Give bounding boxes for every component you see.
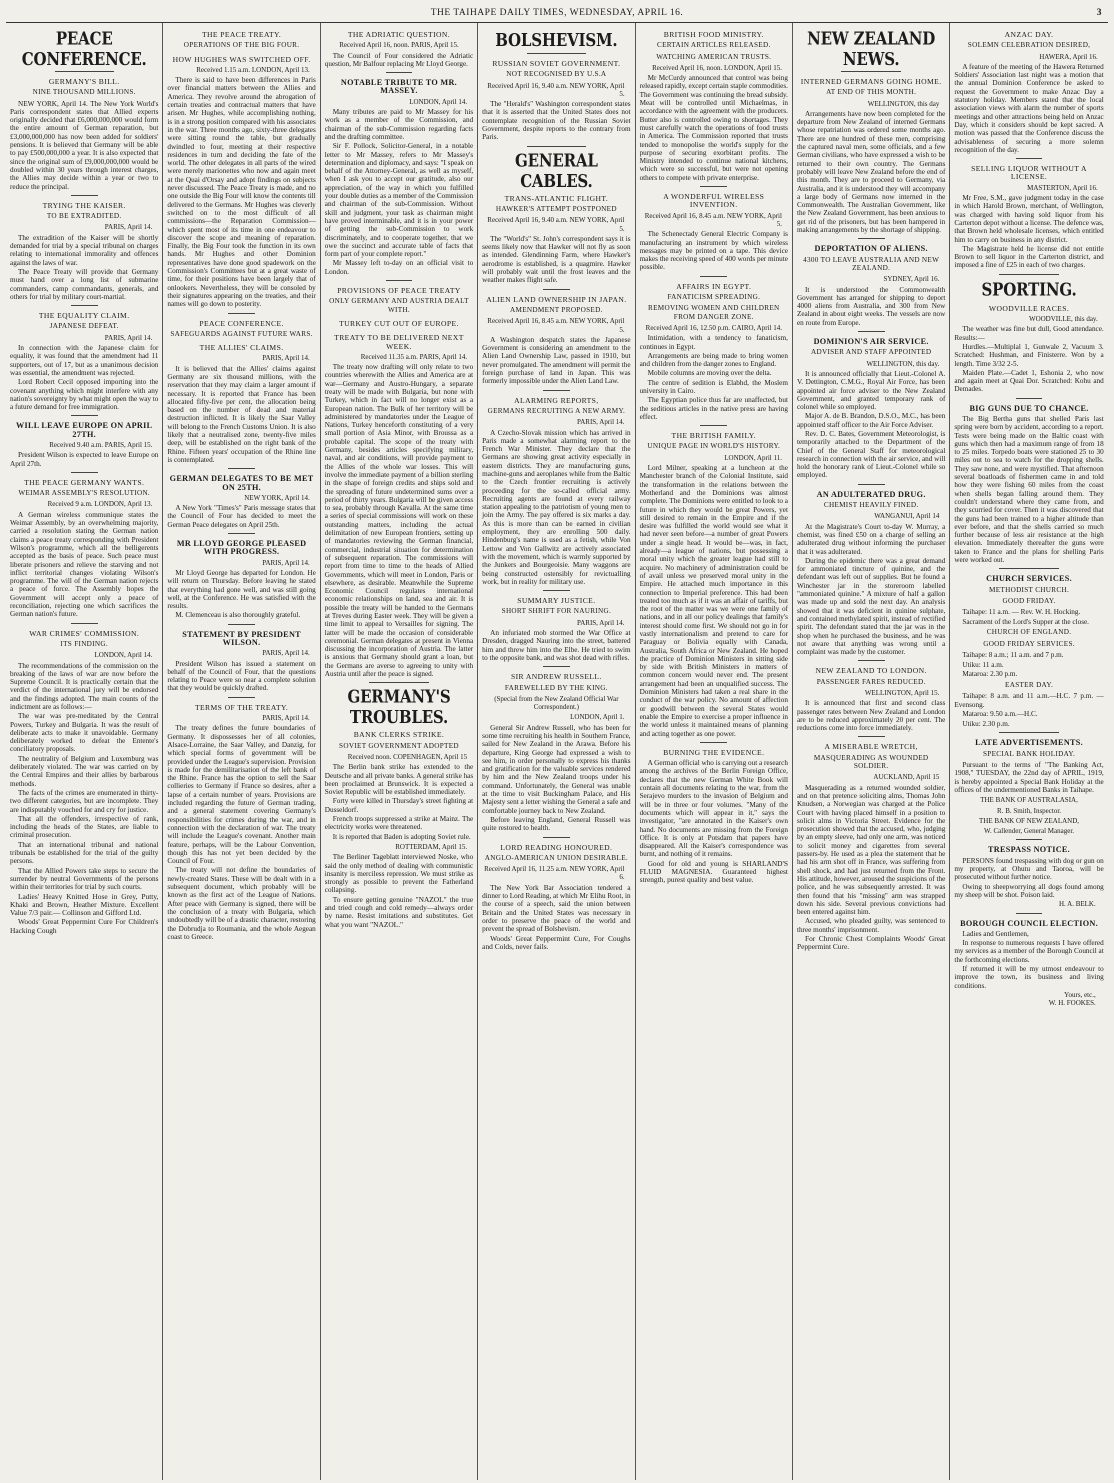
dateline: MASTERTON, April 16. bbox=[1027, 183, 1098, 192]
dateline: ROTTERDAM, April 15. bbox=[395, 842, 468, 851]
dateline: Received April 16, noon. PARIS, April 15. bbox=[339, 41, 459, 50]
article-headline: TRESPASS NOTICE. bbox=[988, 845, 1071, 855]
service-line: Taihape: 11 a.m. — Rev. W. H. Hocking. bbox=[962, 608, 1081, 617]
article-headline: TREATY TO BE DELIVERED NEXT WEEK. bbox=[334, 333, 464, 351]
article-headline: THE PEACE GERMANY WANTS. bbox=[24, 477, 145, 487]
article-subhead: GOOD FRIDAY. bbox=[1002, 596, 1056, 605]
article-text: Intimidation, with a tendency to fanaticism, continues in Egypt. bbox=[639, 334, 788, 351]
article-text: The Berlin bank strike has extended to the Deutsche and all private banks. A general strike has been proclaimed at Brunswick. It is expected a Soviet Republic will be established immediately. bbox=[324, 763, 474, 797]
article-text: A Czecho-Slovak mission which has arrived in Paris made a somewhat alarming report to the French War Minister. They declare that the Germans are showing great activity especially in eastern districts. They are manufacturing guns, machine-guns and aeroplanes while from the Baltic to the Czech frontier recruiting is actively proceeding for the so-called official army. Recruiting agents are found at every railway station appealing to the patriotism of young men to join the Army. The pay offered is six marks a day. As this is more than can be earned in civilian employment, they are enrolling 500 daily. Hindenburg's name is used as a fetish, while Von Lettow and Von Gallwitz are actively associated with the movement, which is warmly supported by the Junkers and Bourgeoisie. Many waggons are being constructed ostensibly for revictualling work, but in reality for military use. bbox=[482, 428, 631, 586]
article-note: (Special from the New Zealand Official War Correspondent.) bbox=[494, 694, 619, 712]
article-headline: A WONDERFUL WIRELESS INVENTION. bbox=[663, 192, 765, 210]
article-subhead: UNIQUE PAGE IN WORLD'S HISTORY. bbox=[647, 442, 781, 451]
article-subhead: AT END OF THIS MONTH. bbox=[826, 88, 917, 97]
advertisement: Woods' Great Peppermint Cure For Children's Hacking Cough bbox=[10, 917, 159, 935]
article-text: General Sir Andrew Russell, who has been for some time recruiting his health in Southern France, sailed for New Zealand in the Arawa. Before his departure, King George had expressed a wish to see him, in order personally to express his thanks and gratification for the valuable services rendered by him and the New Zealand troops under his command. Unfortunately, the General was unable at the time to visit Buckingham Palace, and His Majesty sent a letter wishing the General a safe and comfortable journey back to New Zealand. bbox=[482, 723, 631, 815]
section-title: GERMANY'S TROUBLES. bbox=[347, 686, 451, 729]
article-subhead: WATCHING AMERICAN TRUSTS. bbox=[656, 52, 772, 61]
article-text: In connection with the Japanese claim for equality, it was found that the amendment had 11 supporters, out of 17, but as a unanimous decision was essential, the amendment was rejected. bbox=[10, 344, 159, 377]
article-subhead: FANATICISM SPREADING. bbox=[667, 293, 761, 302]
article-text: The war was pre-meditated by the Central Powers, Turkey and Bulgaria. It was the result of deliberate acts to make it unavoidable. Germany deliberately worked to defeat the Entente's conciliatory proposals. bbox=[10, 712, 159, 754]
dateline: WOODVILLE, this day. bbox=[1028, 315, 1098, 324]
article-text: The "Herald's" Washington correspondent states that it is asserted that the United States does not contemplate recognition of the Russian Soviet Government, despite reports to the contrary from Paris. bbox=[482, 100, 631, 142]
article-subhead: CHURCH OF ENGLAND. bbox=[986, 628, 1072, 637]
service-line: Sacrament of the Lord's Supper at the close. bbox=[962, 617, 1089, 626]
article-headline: ALIEN LAND OWNERSHIP IN JAPAN. bbox=[486, 294, 627, 304]
article-headline: THE ADRIATIC QUESTION. bbox=[347, 30, 451, 39]
dateline: WANGANUI, April 14 bbox=[874, 512, 940, 521]
article-text: Accused, who pleaded guilty, was sentenced to three months' imprisonment. bbox=[796, 917, 946, 934]
column-3 bbox=[321, 23, 478, 1480]
article-headline: NOTABLE TRIBUTE TO MR. MASSEY. bbox=[340, 78, 458, 96]
article-text: Mr Free, S.M., gave judgment today in the case in which Harold Brown, merchant, of Wellington, was charged with having sold liquor from his Carterton depot without a license. The defence was, that Brown held wholesale licenses, which entitled him to carry on business in any district. bbox=[954, 194, 1104, 244]
article-text: A feature of the meeting of the Hawera Returned Soldiers' Association last night was a motion that the annual Dominion Conference be asked to request the Government to make Anzac Day a statutory holiday. Members stated that the local association views with alarm the number of sports meetings and other attractions being held on Anzac Day, which it considers should be kept sacred. A motion was passed that the Conference discuss the advisableness of securing a more solemn recognition of the day. bbox=[954, 62, 1104, 154]
article-text: Major A. de B. Brandon, D.S.O., M.C., has been appointed staff officer to the Air Force Adviser. bbox=[796, 412, 946, 429]
article-text: Lord Robert Cecil opposed importing into the covenant anything which might interfere with any nation's sovereignty by what might open the way to a future demand for free immigration. bbox=[10, 378, 159, 412]
article-text: Owing to sheepworrying all dogs found among my sheep will be shot. Poison laid. bbox=[954, 882, 1104, 899]
advertisement: Woods' Great Peppermint Cure, For Coughs and Colds, never fails. bbox=[482, 933, 631, 951]
article-headline: ALARMING REPORTS, bbox=[514, 395, 599, 405]
section-title: LATE ADVERTISEMENTS. bbox=[975, 738, 1083, 748]
signature-line: THE BANK OF AUSTRALASIA, bbox=[980, 796, 1078, 805]
article-headline: A MISERABLE WRETCH, bbox=[824, 742, 918, 752]
article-text: An infuriated mob stormed the War Office at Dresden, dragged Nauring into the street, battered him and threw him into the Elbe. He tried to swim to the opposite bank, and was shot dead with rifles. bbox=[482, 629, 631, 662]
article-text: NEW YORK, April 14. The New York World's Paris correspondent states that Allied experts originally decided that £6,000,000,000 would form the entire amount of German reparation, but £3,000,000,000 has now been added for soldiers' pensions. It is believed that Germany will be able to pay £500,000,000 a year. It is also expected that since the original sum of £9,000,000,000 would be doubled within 30 years through interest charges, the Allies may decide within a year or two to reduce the principal. bbox=[10, 99, 159, 191]
dateline: Received 9.40 a.m. PARIS, April 15. bbox=[49, 440, 153, 449]
article-subhead: FAREWELLED BY THE KING. bbox=[504, 683, 608, 692]
article-headline: PEACE CONFERENCE. bbox=[199, 318, 284, 328]
article-headline: AFFAIRS IN EGYPT. bbox=[676, 281, 752, 291]
article-text: The Peace Treaty will provide that Germany must hand over a long list of submarine commanders, camp commandants, generals, and others for trial by military court-martial. bbox=[10, 267, 159, 301]
article-text: Sir F. Pollock, Solicitor-General, in a notable letter to Mr Massey, refers to Mr Massey's determination and diplomacy, and says: "I speak on behalf of the Attorney-General, as well as myself, when I ask you to accept our gratitude, also our appreciation, of the way in which you fulfilled your double duties as a member of the Commission and chairman of the sub-Commission. Without skill and judgment, your task as chairman might have proved interminable, and it is in your power of getting the sub-Commission to work discriminately, and to cooperate together, that we owe the succinct and accurate table of facts that form part of your complete report." bbox=[324, 142, 474, 259]
article-headline: STATEMENT BY PRESIDENT WILSON. bbox=[182, 629, 301, 647]
article-headline: BRITISH FOOD MINISTRY. bbox=[663, 30, 764, 39]
dateline: PARIS, April 14. bbox=[262, 558, 310, 567]
article-text: It is believed that the Allies' claims against Germany are six thousand millions, with the reservation that they may claim a larger amount if necessary. It is reported that France has been allocated fifty-five per cent, the allocation being based on the number of dead and material destruction inflicted. It is likely the Saar Valley will belong to the French Customs Union. It is also likely that a neutralised zone, twenty-five miles deep, will be established on the right bank of the Rhine. Fifteen years' occupation of the Rhine line is contemplated. bbox=[167, 364, 316, 464]
dateline: LONDON, April 1. bbox=[570, 713, 625, 722]
article-subhead: ITS FINDING. bbox=[60, 639, 108, 648]
article-headline: TRANS-ATLANTIC FLIGHT. bbox=[504, 193, 609, 203]
article-subhead: MASQUERADING AS WOUNDED SOLDIER. bbox=[813, 753, 929, 771]
article-text: The "World's" St. John's correspondent says it is seems likely now that Hawker will not fly as soon as intended. Glendinning Farm, where Hawker's aerodrome is established, is a quagmire. Hawker will probably wait until the frost leaves and the weather makes flight safe. bbox=[482, 234, 631, 285]
article-text: The treaty defines the future boundaries of Germany. It dispossesses her of all colonies, Alsace-Lorraine, the Saar Valley, and Danzig, for which special forms of government will be provided under the League's supervision. Provision is made for the demilitarisation of the left bank of the Rhine. France has the option to sell the Saar collieries to Germany if France so desires, after a lapse of a certain number of years. Provisions are included regarding the future of German trading, and a general statement covering Germany's responsibilities for crimes during the war, and in connection with the declaration of war. The treaty will include the League's covenant. Another main feature, perhaps, will be the Labour Convention, though this has not yet been decided by the Council of Four. bbox=[167, 724, 316, 866]
article-headline: SUMMARY JUSTICE. bbox=[517, 596, 596, 606]
article-text: The New York Bar Association tendered a dinner to Lord Reading, at which Mr Elihu Root, in the course of a speech, said the union between Britain and the United States was necessary in order to preserve the peace of the world and prevent the spread of Bolshevism. bbox=[482, 883, 631, 934]
article-headline: GERMAN DELEGATES TO BE MET ON 25TH. bbox=[169, 474, 314, 492]
article-text: It is announced that first and second class passenger rates between New Zealand and London are to be reduced approximately 20 per cent. The reductions come into force immediately. bbox=[796, 699, 946, 733]
advertisement: To ensure getting genuine "NAZOL" the true and tried cough and cold remedy—always order by name. Resist imitations and substitutes. Get what you want "NAZOL." bbox=[324, 894, 474, 929]
article-headline: ANZAC DAY. bbox=[1004, 30, 1054, 39]
article-subhead: AMENDMENT PROPOSED. bbox=[510, 305, 603, 314]
article-headline: TRYING THE KAISER. bbox=[42, 200, 126, 210]
article-text: The Council of Four considered the Adriatic question, Mr Balfour replacing Mr Lloyd George. bbox=[324, 51, 474, 68]
article-text: President Wilson has issued a statement on behalf of the Council of Four, that the questions relating to Peace were so near a complete solution that they would be quickly drafted. bbox=[167, 659, 316, 693]
article-subhead: JAPANESE DEFEAT. bbox=[49, 322, 119, 331]
article-text: The Berliner Tageblatt interviewed Noske, who said the only method of dealing with communistic insanity is merciless repression. We must strike as strongly as possible to prevent the Fatherland collapsing. bbox=[324, 853, 474, 895]
article-subhead: SHORT SHRIFT FOR NAURING. bbox=[501, 607, 612, 616]
dateline: Received 11.35 a.m. PARIS, April 14. bbox=[360, 352, 468, 361]
article-text: It is reported that Baden is adopting Soviet rule. bbox=[332, 832, 471, 841]
article-headline: WAR CRIMES' COMMISSION. bbox=[29, 628, 140, 638]
service-line: Taihape: 8 a.m.; 11 a.m. and 7 p.m. bbox=[962, 651, 1064, 659]
article-headline: INTERNED GERMANS GOING HOME. bbox=[800, 77, 942, 86]
dateline: WELLINGTON, April 15. bbox=[864, 689, 940, 697]
article-subhead: 4300 TO LEAVE AUSTRALIA AND NEW ZEALAND. bbox=[803, 255, 940, 272]
article-text: The treaty will not define the boundaries of newly-created States. These will be dealt with in a subsequent document, which probably will be known as the first act of the League of Nations. After peace with Germany is signed, there will be the conclusion of a treaty with Bulgaria, which undoubtedly will be of a drastic character, restoring the Dobrudja to Roumania, and the whole Aegean coast to Greece. bbox=[167, 866, 316, 941]
section-title: BOLSHEVISM. bbox=[495, 29, 618, 51]
column-2 bbox=[163, 23, 320, 1480]
article-headline: DOMINION'S AIR SERVICE. bbox=[813, 337, 929, 347]
article-text: The Big Bertha guns that shelled Paris last spring were born by accident, according to a report. Tests were being made on the Baltic coast with guns which then had a maximum range of from 18 to 25 miles. Torpedo boats were stationed 25 to 30 miles out to sea to watch for the dropping shells. They saw none, and were mystified. That afternoon several boatloads of fishermen came in and told how they were fishing 60 miles from the coast when shells began falling around them. They couldn't understand where they came from, and they scurried for cover. Then it was discovered that the guns had been trained to a higher altitude than ever before, and that the shells carried so much further because of less air resistance at the high elevation. Immediately thereafter the guns were taken to France and the plans for shelling Paris were worked out. bbox=[954, 414, 1104, 565]
advertisement: Good for old and young is SHARLAND'S FLUID MAGNESIA. Guaranteed highest strength, purest quality and best value. bbox=[639, 858, 788, 885]
column-6 bbox=[793, 23, 950, 1480]
article-headline: DEPORTATION OF ALIENS. bbox=[814, 244, 928, 254]
dateline: PARIS, April 14. bbox=[576, 618, 625, 627]
dateline: Received April 16, 8.45 a.m. NEW YORK, April 5. bbox=[644, 211, 782, 228]
article-subhead: NOT RECOGNISED BY U.S.A bbox=[506, 70, 607, 79]
article-subhead: ADVISER AND STAFF APPOINTED bbox=[810, 348, 932, 357]
dateline: LONDON, April 11. bbox=[724, 453, 782, 462]
article-text: It is understood the Commonwealth Government has arranged for shipping to deport 4000 aliens from Australia, and 300 from New Zealand in about eight weeks. The vessels are now en route from Europe. bbox=[796, 285, 946, 327]
article-headline: MR LLOYD GEORGE PLEASED WITH PROGRESS. bbox=[176, 539, 307, 557]
dateline: PARIS, April 14. bbox=[104, 333, 153, 342]
section-title: SPORTING. bbox=[981, 279, 1077, 301]
article-text: Ladies and Gentlemen, bbox=[962, 929, 1029, 938]
article-headline: THE EQUALITY CLAIM. bbox=[38, 311, 130, 321]
columns bbox=[6, 23, 1108, 1480]
dateline: HAWERA, April 16. bbox=[1039, 52, 1098, 61]
dateline: Received April 16, 9.40 a.m. NEW YORK, April 5. bbox=[487, 81, 625, 98]
advertisement: For Chronic Chest Complaints Woods' Great Peppermint Cure. bbox=[796, 934, 946, 952]
article-text: Hurdles.—Multiplal 1, Gunwale 2, Vacuum 3. Scratched: Hushman, and Finisterre. Won by a length. Time 3/32 2-5. bbox=[954, 342, 1104, 368]
article-headline: TERMS OF THE TREATY. bbox=[194, 702, 289, 712]
article-text: Arrangements are being made to bring women and children from the danger zones to England. bbox=[639, 351, 788, 369]
article-headline: BOROUGH COUNCIL ELECTION. bbox=[960, 918, 1098, 928]
dateline: AUCKLAND, April 15 bbox=[873, 773, 940, 782]
article-text: The centre of sedition is Elabhd, the Moslem university in Cairo. bbox=[639, 378, 788, 395]
article-text: Forty were killed in Thursday's street fighting at Dusseldorf. bbox=[324, 797, 474, 814]
article-text: If returned it will be my utmost endeavour to improve the town, its business and living conditions. bbox=[954, 964, 1104, 990]
article-headline: PROVISIONS OF PEACE TREATY bbox=[337, 286, 461, 296]
dateline: PARIS, April 14. bbox=[104, 223, 153, 232]
article-subhead: CHEMIST HEAVILY FINED. bbox=[823, 501, 919, 510]
article-headline: RUSSIAN SOVIET GOVERNMENT. bbox=[492, 59, 621, 68]
dateline: PARIS, April 14. bbox=[576, 418, 625, 427]
article-text: A German official who is carrying out a research among the archives of the Berlin Foreign Office, declares that the new German White Book will contain all documents relating to the war, from the Serajevo murders to the invasion of Belgium and will be in three or four volumes. "Many of the documents which will appear in it," says the investigator, "are annotated in the Kaiser's own hand. No documents are missing from the Foreign Office. It is only at Potsdam that papers have disappeared. All the Kaiser's correspondence was burnt, and nothing of it remains. bbox=[639, 759, 788, 859]
dateline: WELLINGTON, this day bbox=[867, 99, 940, 108]
section-title: GENERAL CABLES. bbox=[515, 149, 598, 192]
article-subhead: ONLY GERMANY AND AUSTRIA DEALT WITH. bbox=[329, 297, 469, 314]
article-text: The Egyptian police thus far are unaffected, but the seditious articles in the native press are having effect. bbox=[639, 396, 788, 421]
article-subhead: GOOD FRIDAY SERVICES. bbox=[983, 639, 1075, 648]
article-text: A Washington despatch states the Japanese Government is considering an amendment to the Alien Land Ownership Law, passed in 1910, but never promulgated. The amendment will permit the foreign purchase of land in Japan. This was formerly impossible under the Alien Land Law. bbox=[482, 335, 631, 386]
article-headline: WILL LEAVE EUROPE ON APRIL 27TH. bbox=[15, 421, 153, 439]
article-text: M. Clemenceau is also thoroughly grateful. bbox=[175, 611, 301, 620]
article-text: That all the offenders, irrespective of rank, including the heads of the States, are liable to criminal prosecution. bbox=[10, 814, 159, 840]
article-text: Rev. D. C. Bates, Government Meteorologist, is temporarily attached to the Department of the Chief of the General Staff for meteorological research in connection with the air service, and will hold the honorary rank of Lieut.-Colonel while so employed. bbox=[796, 429, 946, 480]
article-headline: TURKEY CUT OUT OF EUROPE. bbox=[339, 318, 459, 328]
article-text: The recommendations of the commission on the breaking of the laws of war are now before the Supreme Council. It is practically certain that the verdict of the international jury will be endorsed and the findings adopted. The main counts of the indictment are as follows:— bbox=[10, 661, 159, 711]
dateline: Received noon. COPENHAGEN, April 15 bbox=[347, 752, 468, 761]
dateline: PARIS, April 14. bbox=[262, 649, 310, 658]
article-headline: HOW HUGHES WAS SWITCHED OFF. bbox=[172, 54, 311, 64]
service-line: Utiku: 2.30 p.m. bbox=[962, 719, 1010, 728]
article-text: Mr Massey left to-day on an official visit to London. bbox=[324, 259, 474, 276]
article-text: PERSONS found trespassing with dog or gun on my property, at Ohutu and Taoroa, will be prosecuted without further notice. bbox=[954, 856, 1104, 882]
dateline: Received April 16, 11.25 a.m. NEW YORK, April 6. bbox=[484, 865, 625, 882]
article-text: Pursuant to the terms of "The Banking Act, 1908," TUESDAY, the 22nd day of APRIL, 1919, is hereby appointed a Special Bank Holiday at the offices of the undermentioned Banks in Taihape. bbox=[954, 761, 1104, 794]
service-line: Utiku: 11 a.m. bbox=[962, 660, 1004, 669]
article-subhead: EASTER DAY. bbox=[1005, 680, 1054, 689]
dateline: PARIS, April 14. bbox=[262, 714, 310, 723]
article-subhead: GERMANS RECRUITING A NEW ARMY. bbox=[487, 406, 626, 415]
dateline: Received April 16, 8.45 a.m. NEW YORK, April 5. bbox=[487, 317, 625, 334]
service-line: Taihape: 8 a.m. and 11 a.m.—H.C. 7 p.m. — Evensong. bbox=[954, 692, 1104, 709]
service-line: Mataroa: 2.30 p.m. bbox=[962, 670, 1018, 679]
article-subhead: WEIMAR ASSEMBLY'S RESOLUTION. bbox=[18, 489, 151, 498]
dateline: Received April 16, 12.50 p.m. CAIRO, April 14. bbox=[645, 323, 782, 332]
article-text: The neutrality of Belgium and Luxemburg was deliberately violated. The war was carried on by the Central Empires and their allies by barbarous methods. bbox=[10, 754, 159, 788]
article-subhead: SAFEGUARDS AGAINST FUTURE WARS. bbox=[170, 329, 313, 338]
article-text: Before leaving England, General Russell was quite restored to health. bbox=[482, 815, 631, 833]
signature-line: THE BANK OF NEW ZEALAND, bbox=[979, 816, 1080, 825]
article-subhead: TO BE EXTRADITED. bbox=[46, 212, 122, 221]
article-headline: BIG GUNS DUE TO CHANCE. bbox=[969, 403, 1089, 413]
article-subhead: HAWKER'S ATTEMPT POSTPONED bbox=[495, 204, 617, 213]
article-subhead: NINE THOUSAND MILLIONS. bbox=[32, 88, 136, 97]
article-text: The Magistrate held he license did not entitle Brown to sell liquor in the Carterton district, and imposed a fine of £25 in each of two charges. bbox=[954, 244, 1104, 270]
article-headline: NEW ZEALAND TO LONDON. bbox=[815, 666, 927, 676]
signature: H. A. BELK. bbox=[1058, 900, 1096, 909]
article-subhead: OPERATIONS OF THE BIG FOUR. bbox=[183, 41, 300, 50]
article-headline: AN ADULTERATED DRUG. bbox=[816, 489, 926, 499]
article-text: Many tributes are paid to Mr Massey for his work as a member of the Commission, and chairman of the sub-Commission regarding facts and the drafting committee. bbox=[324, 108, 474, 141]
article-subhead: SOVIET GOVERNMENT ADOPTED bbox=[339, 741, 459, 750]
signature: W. H. FOOKES. bbox=[1048, 999, 1096, 1008]
article-subhead: SPECIAL BANK HOLIDAY. bbox=[982, 749, 1076, 758]
dateline: Received 9 a.m. LONDON, April 13. bbox=[47, 500, 153, 509]
article-headline: WOODVILLE RACES. bbox=[988, 303, 1070, 313]
article-text: That the Allied Powers take steps to secure the surrender by neutral Governments of the persons within their territories for trial by such courts. bbox=[10, 866, 159, 892]
masthead bbox=[6, 4, 1108, 23]
column-1 bbox=[6, 23, 163, 1480]
dateline: WELLINGTON, this day. bbox=[866, 359, 940, 368]
article-subhead: METHODIST CHURCH. bbox=[989, 585, 1070, 594]
article-text: French troops suppressed a strike at Mainz. The electricity works were threatened. bbox=[324, 815, 474, 832]
article-headline: THE ALLIES' CLAIMS. bbox=[199, 343, 284, 353]
article-headline: LORD READING HONOURED. bbox=[500, 842, 613, 852]
article-headline: SIR ANDREW RUSSELL. bbox=[510, 672, 602, 682]
dateline: LONDON, April 14. bbox=[94, 651, 153, 660]
service-line: Mataroa: 9.50 a.m.—H.C. bbox=[962, 710, 1038, 719]
article-headline: BANK CLERKS STRIKE. bbox=[353, 730, 445, 740]
dateline: NEW YORK, April 14. bbox=[244, 493, 310, 502]
article-headline: GERMANY'S BILL. bbox=[48, 77, 120, 86]
article-headline: SELLING LIQUOR WITHOUT A LICENSE. bbox=[971, 164, 1087, 182]
article-text: President Wilson is expected to leave Europe on April 27th. bbox=[10, 451, 159, 468]
section-title: PEACE CONFERENCE. bbox=[21, 28, 147, 70]
article-text: In response to numerous requests I have offered my services as a member of the Borough Council at the forthcoming elections. bbox=[954, 939, 1104, 964]
article-text: A New York "Times's" Paris message states that the Council of Four has decided to meet the German Peace delegates on April 25th. bbox=[167, 504, 316, 529]
article-headline: BURNING THE EVIDENCE. bbox=[663, 747, 765, 757]
article-text: Maiden Plate.—Cadet 1, Eshonia 2, who now and again meet at Quai Dor. Scratched: Kohu and Demades. bbox=[954, 368, 1104, 394]
article-subhead: REMOVING WOMEN AND CHILDREN FROM DANGER ZONE. bbox=[647, 304, 780, 321]
dateline: Received April 16, noon. LONDON, April 15. bbox=[652, 63, 782, 72]
advertisement: Ladies' Heavy Knitted Hose in Grey, Putty, Khaki and Brown, Heather Mixture. Excellent Value 7/3 pair.— Collinson and Gifford Ltd. bbox=[10, 891, 159, 918]
section-title: NEW ZEALAND NEWS. bbox=[807, 28, 936, 70]
page-number: 3 bbox=[1096, 8, 1102, 18]
article-text: During the epidemic there was a great demand for ammoniated tincture of quinine, and the defendant was left out of supplies. But he found a Winchester jar in the storeroom labelled "ammoniated quinine." A mixture of half a gallon was made up and sold the next day. An analysis showed that it was deficient in quinine sulphate, and contained methylated spirit, instead of rectified spirit. The defendant stated that the jar was in the shop when he purchased the business, and he was not aware that anything was wrong until a complaint was made by the customer. bbox=[796, 556, 946, 657]
dateline: PARIS, April 14. bbox=[262, 354, 310, 363]
dateline: Received 1.15 a.m. LONDON, April 13. bbox=[196, 65, 310, 74]
article-text: There is said to have been differences in Paris over financial matters between the Allies and America. They revolve around the abrogation of certain treaties and contractual matters that have arisen. Mr Hughes, while accomplishing nothing, is in a strong position compared with his associates in the war. Three months ago, sixty-three delegates were sitting round the table, but gradually dwindled to four, meeting at their respective residences in turn and deciding the fate of the world. The other delegates in all parts of the wired were merely marionettes who now and again meet at the Quai d'Orsay and adopt findings on subjects never discussed. The Peace Treaty is made, and no one outside the Big Four will know the contents till delivered to the Germans. Mr Hughes was cleverly switched on to the most difficult of all commissions—the Reparation Commission—which spent most of its time in one endeavour to discover the scope and meaning of reparation. Finally, the Big Four took the function in its own hands. Mr Hughes and other Dominion representatives have done good spadework on the Commission's Committees but at a great waste of time, for their positions have been largely that of onlookers. Nevertheless, they will be consoled by their signatures appearing on the treaties, and their names will go down to posterity. bbox=[167, 76, 316, 309]
dateline: SYDNEY, April 16. bbox=[883, 275, 940, 284]
article-text: The extradition of the Kaiser will be shortly demanded for trial by a special tribunal on charges relating to international immorality and offences against the laws of war. bbox=[10, 233, 159, 267]
column-5 bbox=[636, 23, 793, 1480]
dateline: LONDON, April 14. bbox=[409, 97, 468, 106]
article-text: A German wireless communique states the Weimar Assembly, by an overwhelming majority, carried a resolution stating the German nation claims a peace treaty corresponding with President Wilson's programme, which all the belligerents accepted as the basis of peace. Such peace must liberate prisoners and relieve the starving and not inflict territorial changes violating Wilson's programme. The will of the German nation rejects a peace of force. The Assembly hopes the Government will accept only a peace of reconciliation, rejecting one which sacrifices the German nation's future. bbox=[10, 510, 159, 619]
signature: Yours, etc., bbox=[1064, 990, 1096, 999]
section-title: CHURCH SERVICES. bbox=[986, 574, 1073, 584]
article-text: The treaty now drafting will only relate to two countries wherewith the Allies and America are at war—Germany and Austro-Hungary, a separate treaty will be made with Bulgaria, but none with Turkey, which in fact will no longer exist as a European nation. The Bulk of her territory will be administered by mandatories under the League of Nations, Turkey henceforth constituting of a very small portion of Asia Minor, with Broussa as a probable capital. The scope of the treaty with Germany, besides articles specifying military, naval, and air conditions, will provide payment to the Allies of the whole war losses. This will involve the immediate payment of a billion sterling in the shape of foreign credits and ships sold and the spreading of future undetermined sums over a period of thirty years. Bulgaria will be given access to sea, probably through Kavalla. At the same time a series of special commissions will work on these outstanding matters, including the actual delimitation of new European frontiers, setting up of mandatories reviewing the German financial, commercial, industrial situation for determination of subsequent reparation. The commissions will report from time to time to the heads of Allied Governments, which will meet in London, Paris or elsewhere, as desirable. Meanwhile the Supreme Economic Council regulates international economic relationships on land, sea and air. It is possible the treaty will be handed to the Germans at Treves during Easter week. They will be given a time limit to appeal to Versailles for signing. The latter will be made the occasion of considerable ceremonial. German delegates at present in Vienna discussing the incorporation of Austria. The latter is anxious that Germany should grant a loan, but the Germans are averse to agreeing to unity with Austria until after the peace is signed. bbox=[324, 363, 474, 679]
article-text: The Schenectady General Electric Company is manufacturing an instrument by which wireless messages may be printed on a tape. This device makes the receiving speed of 400 words per minute possible. bbox=[639, 230, 788, 272]
masthead-title: THE TAIHAPE DAILY TIMES, WEDNESDAY, APRIL 16. bbox=[430, 8, 684, 18]
article-subhead: CERTAIN ARTICLES RELEASED. bbox=[656, 41, 771, 50]
signature-line: R. B. Smith, Inspector. bbox=[997, 806, 1062, 815]
article-text: That an international tribunal and national tribunals be established for the trial of the guilty persons. bbox=[10, 840, 159, 866]
article-headline: THE PEACE TREATY. bbox=[201, 30, 282, 39]
article-text: Mr McCurdy announced that control was being released rapidly, except certain staple commodities. The Government was continuing the bread subsidy. Meat will be controlled until Michaelmas, in accordance with the agreement with the producers. Butter also is controlled owing to shortages. They must carefully watch the operations of food trusts in America. The Commission reported that trusts tended to monopolise the world's supply for the purpose of securing exorbitant profits. The Ministry intended to continue national kitchens, which were so successful, but were not opening others to compete with private enterprise. bbox=[639, 74, 788, 182]
article-subhead: PASSENGER FARES REDUCED. bbox=[816, 677, 926, 686]
article-text: Arrangements have now been completed for the departure from New Zealand of interned Germans whose repatriation was ordered some months ago. There are one hundred of these men, comprising the captured naval men, some officials, and a few German civilians, who have expressed a wish to be returned to their own country. The Germans probably will leave New Zealand before the end of this month. They are to proceed to Germany, via Australia, and it is understood they will accompany a large body of Germans now interned in the Commonwealth. The Australian Government, like the New Zealand Government, has been anxious to get rid of the prisoners, but has been hampered in making arrangements by the shortage of shipping. bbox=[796, 109, 946, 235]
article-text: Lord Milner, speaking at a luncheon at the Manchester branch of the Colonial Institute, said the transformation in the relations between the Motherland and the Dominions was almost complete. The Dominions were entitled to look to a future in which they would be great Powers, yet still desired to remain in the Empire and if the desire was fulfilled the world would see what it had never seen before—a number of great Powers under a single head. It would be—was, in fact, already—a league of nations, but possessing a moral unity which the greater league had still to acquire. No machinery of administration could be of avail unless we preserved moral unity in the Empire. He attached much importance in this connection to Imperial preference. This had been treated too much as if it was an affair of tariffs, but the root of the matter was we were one family of nations, and in all our policy dealings that family's interest should come first. We should not go in for vastly internationalism and pretend to care for Paraguay or Bolivia equally with Canada, Australia, South Africa or New Zealand. He hoped the practice of Dominion Ministers in sitting side by side with British Ministers in matters of common concern would never end. The present arrangement had been an unqualified success. The Dominion Ministers had taken a real share in the conduct of the war policy. No amount of affection or goodwill between the several States would enable the Empire to exercise a proper influence in the world unless it maintained means of planning and acting together as one power. bbox=[639, 464, 788, 738]
article-text: Mr Lloyd George has departed for London. He will return on Thursday. Before leaving he stated that everything had gone well, and was still going well, at the Conference. He was satisfied with the results. bbox=[167, 568, 316, 611]
article-headline: THE BRITISH FAMILY. bbox=[671, 431, 756, 441]
article-subhead: ANGLO-AMERICAN UNION DESIRABLE. bbox=[484, 853, 628, 862]
article-subhead: SOLEMN CELEBRATION DESIRED, bbox=[967, 41, 1091, 50]
article-text: The weather was fine but dull, Good attendance. Results:— bbox=[954, 325, 1104, 342]
article-text: Mobile columns are moving over the delta. bbox=[647, 369, 772, 378]
signature-line: W. Callender, General Manager. bbox=[984, 827, 1075, 836]
article-text: The facts of the crimes are enumerated in thirty-two different categories, but are incomplete. They are indisputably vouched for and cry for justice. bbox=[10, 788, 159, 814]
article-text: At the Magistrate's Court to-day W. Murray, a chemist, was fined £50 on a charge of selling an adulterated drug without informing the purchaser that it was adulterated. bbox=[796, 522, 946, 556]
column-4 bbox=[478, 23, 635, 1480]
dateline: Received April 16, 9.40 a.m. NEW YORK, April 5. bbox=[487, 216, 625, 233]
article-text: It is announced officially that Lieut.-Colonel A. V. Dettington, C.M.G., Royal Air Force, has been appointed air force adviser to the New Zealand Government, and granted temporary rank of colonel while so employed. bbox=[796, 369, 946, 412]
article-text: Masquerading as a returned wounded soldier, and on that pretence soliciting alms, Thomas John Knudsen, a Norwegian was charged at the Police Court with having placed himself in a position to solicit alms in Victoria Street. Evidence for the prosecution showed that the accused, who, judging by an empty sleeve, had only one arm, was noticed to solicit money and cigarettes from several passers-by. He used as a plea the statement that he had his arm shot off in France, was suffering from shell shock, and had just returned from the Front. His attitude, however, aroused the suspicions of the police, and he was subsequently arrested. It was then found that his "missing" arm was strapped down his side. Several previous convictions had been entered against him. bbox=[796, 783, 946, 917]
column-7 bbox=[950, 23, 1107, 1480]
